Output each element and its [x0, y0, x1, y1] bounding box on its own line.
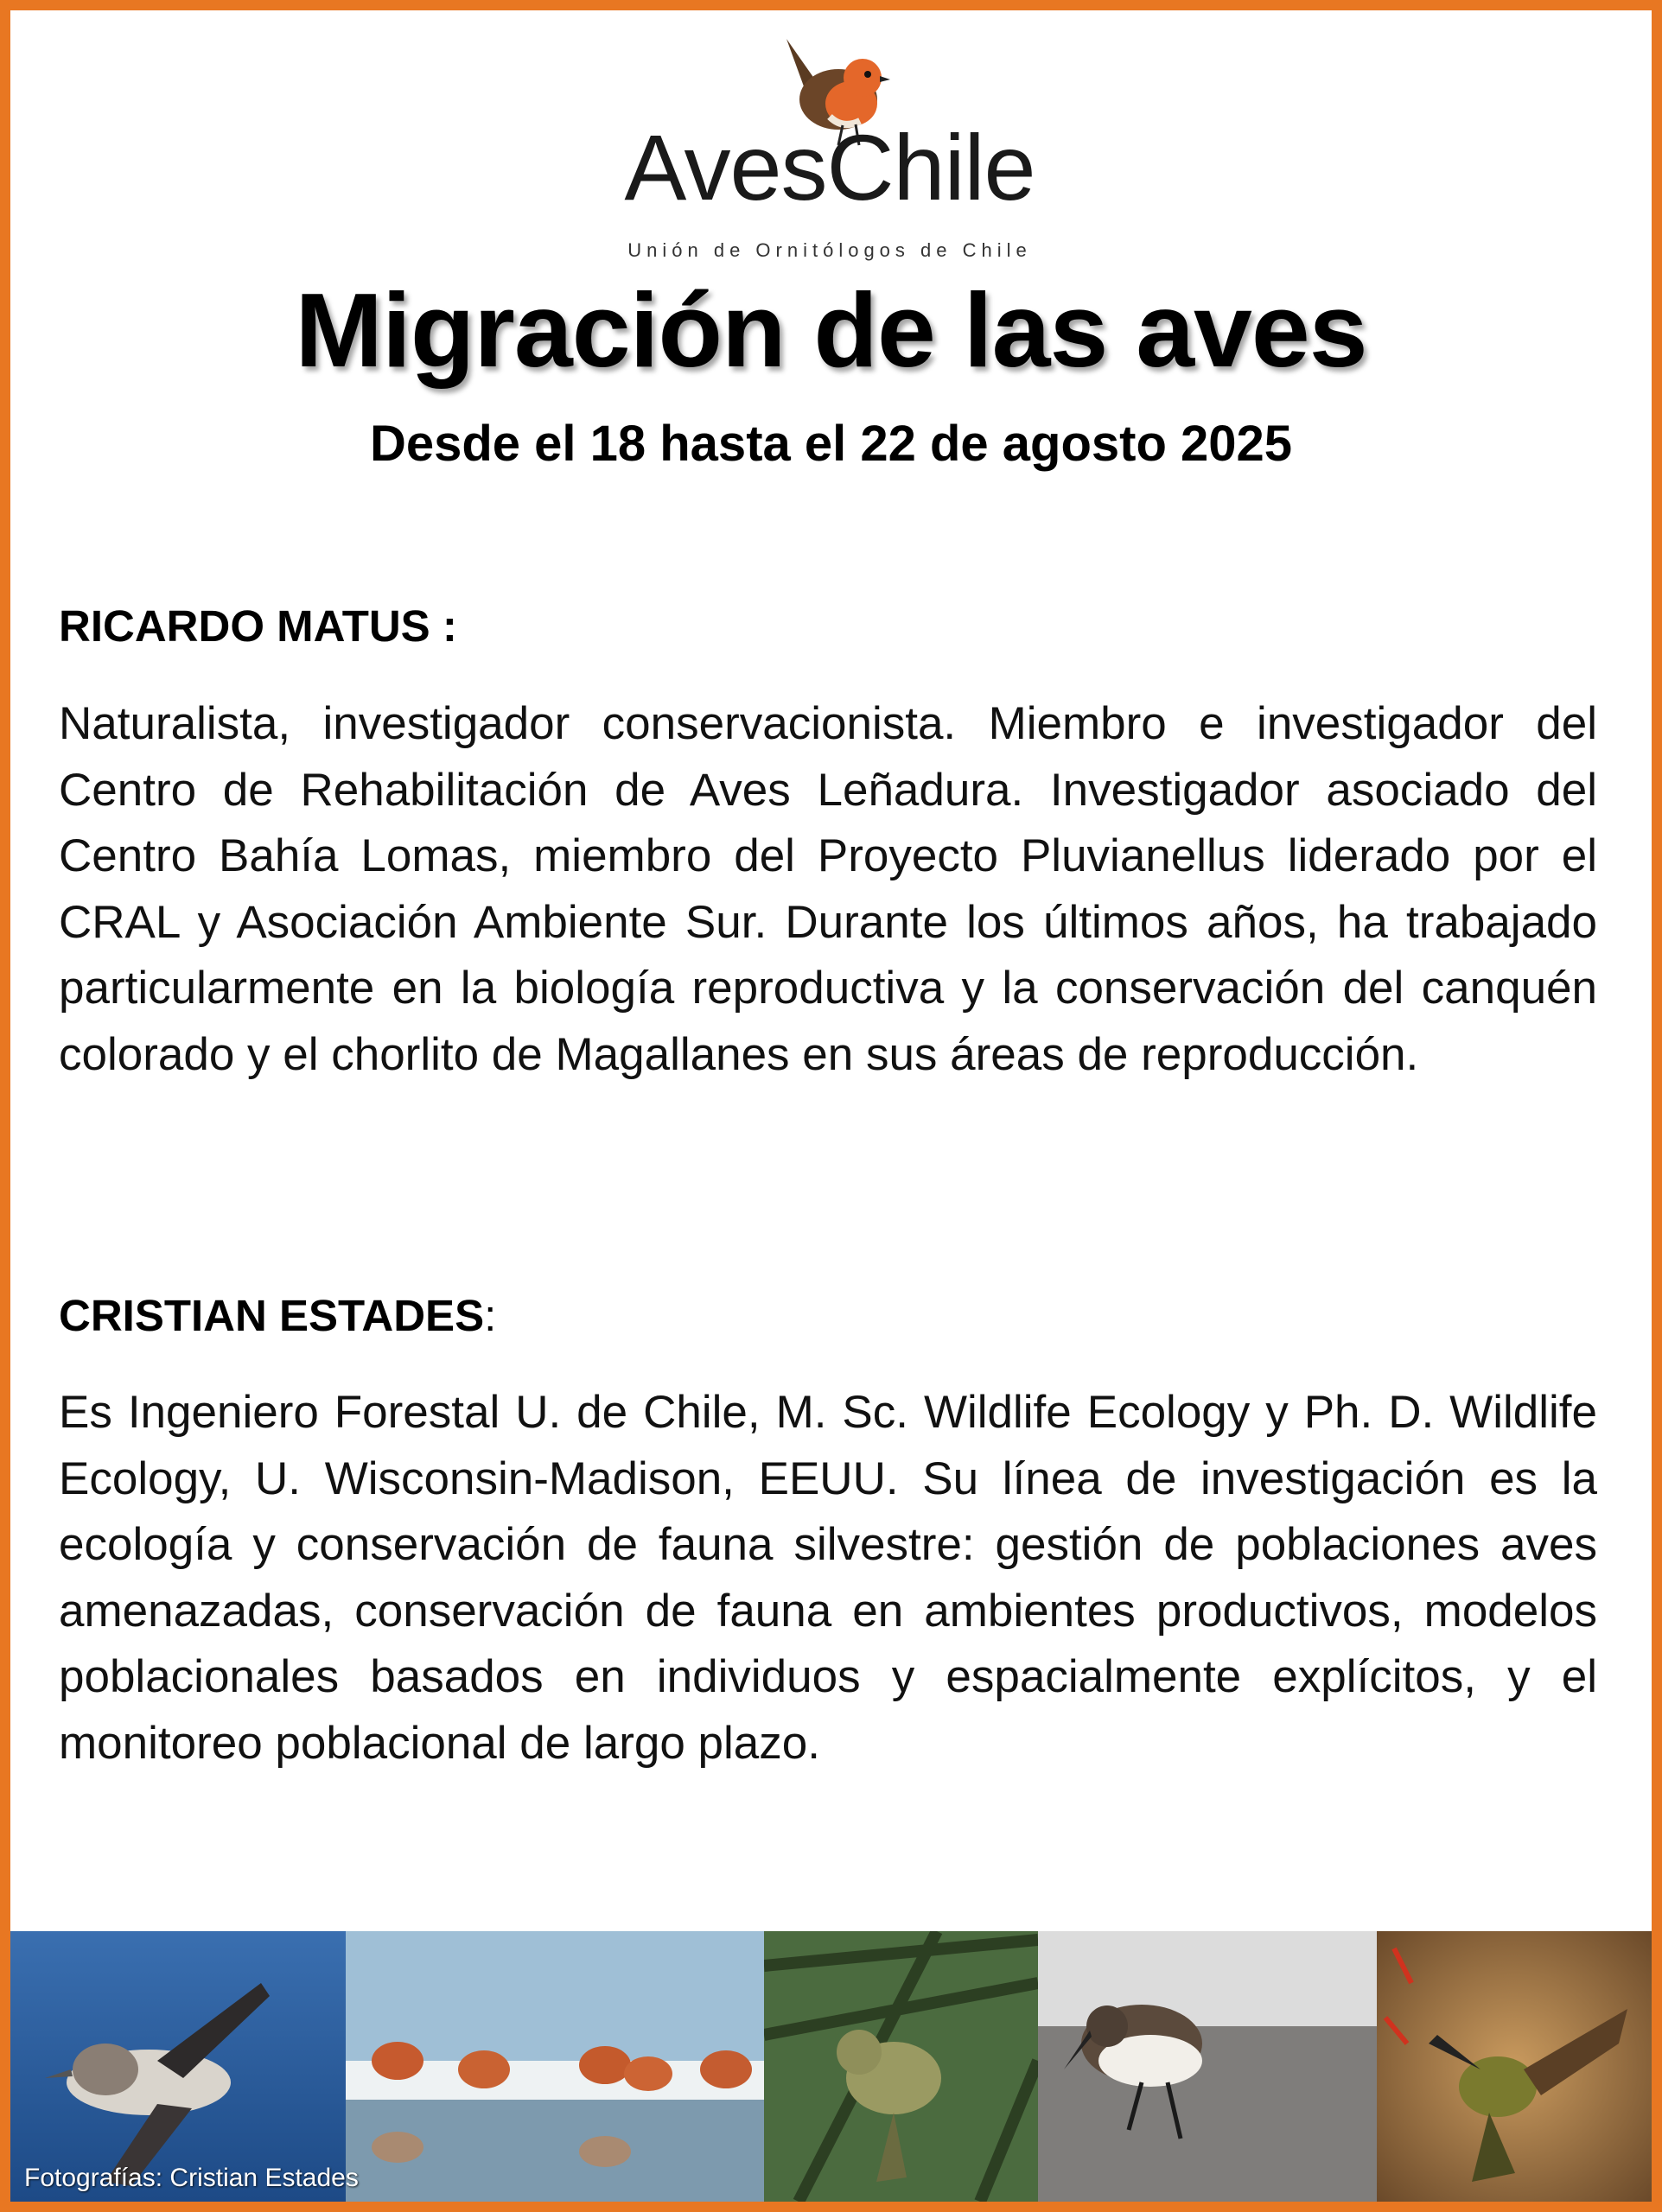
- page-title: Migración de las aves: [295, 271, 1367, 389]
- photo-credit: Fotografías: Cristian Estades: [24, 2164, 359, 2192]
- sandpiper-photo: [1038, 1931, 1377, 2202]
- speaker-bio-cristian-estades: Es Ingeniero Forestal U. de Chile, M. Sc. Wildlife Ecology y Ph. D. Wildlife Ecology, U. Wisconsin-Madison, EEUU. Su línea de investigación es la ecología y conservación de fauna silvestre: gestión de poblaciones aves amenazadas, conservación de fauna en ambientes productivos, modelos poblacionales basados en individuos y espacialmente explícitos, y el monitoreo poblacional de largo plazo.: [59, 1387, 1597, 1769]
- speaker-name-ricardo-matus: RICARDO MATUS :: [59, 601, 457, 651]
- event-dates: Desde el 18 hasta el 22 de agosto 2025: [369, 416, 1293, 472]
- speaker-name-colon: :: [484, 1291, 497, 1340]
- speaker-bio-ricardo-matus: Naturalista, investigador conservacionista. Miembro e investigador del Centro de Rehabilitación de Aves Leñadura. Investigador asociado del Centro Bahía Lomas, miembro del Proyecto Pluvianellus liderado por el CRAL y Asociación Ambiente Sur. Durante los últimos años, ha trabajado particularmente en la biología reproductiva y la conservación del canquén colorado y el chorlito de Magallanes en sus áreas de reproducción.: [59, 698, 1597, 1080]
- logo-tagline: Unión de Ornitólogos de Chile: [627, 239, 1032, 261]
- hummingbird-photo: [1377, 1931, 1652, 2202]
- red-knots-photo: [346, 1931, 764, 2202]
- speaker-name-cristian-estades: [59, 1290, 496, 1341]
- aveschile-logo: [605, 35, 1054, 261]
- tyrannulet-photo: [764, 1931, 1038, 2202]
- logo-wordmark: AvesChile: [624, 115, 1035, 219]
- speaker-name: CRISTIAN ESTADES: [59, 1291, 485, 1340]
- bird-photo-strip: [10, 1931, 1652, 2202]
- shearwater-photo: [10, 1931, 346, 2202]
